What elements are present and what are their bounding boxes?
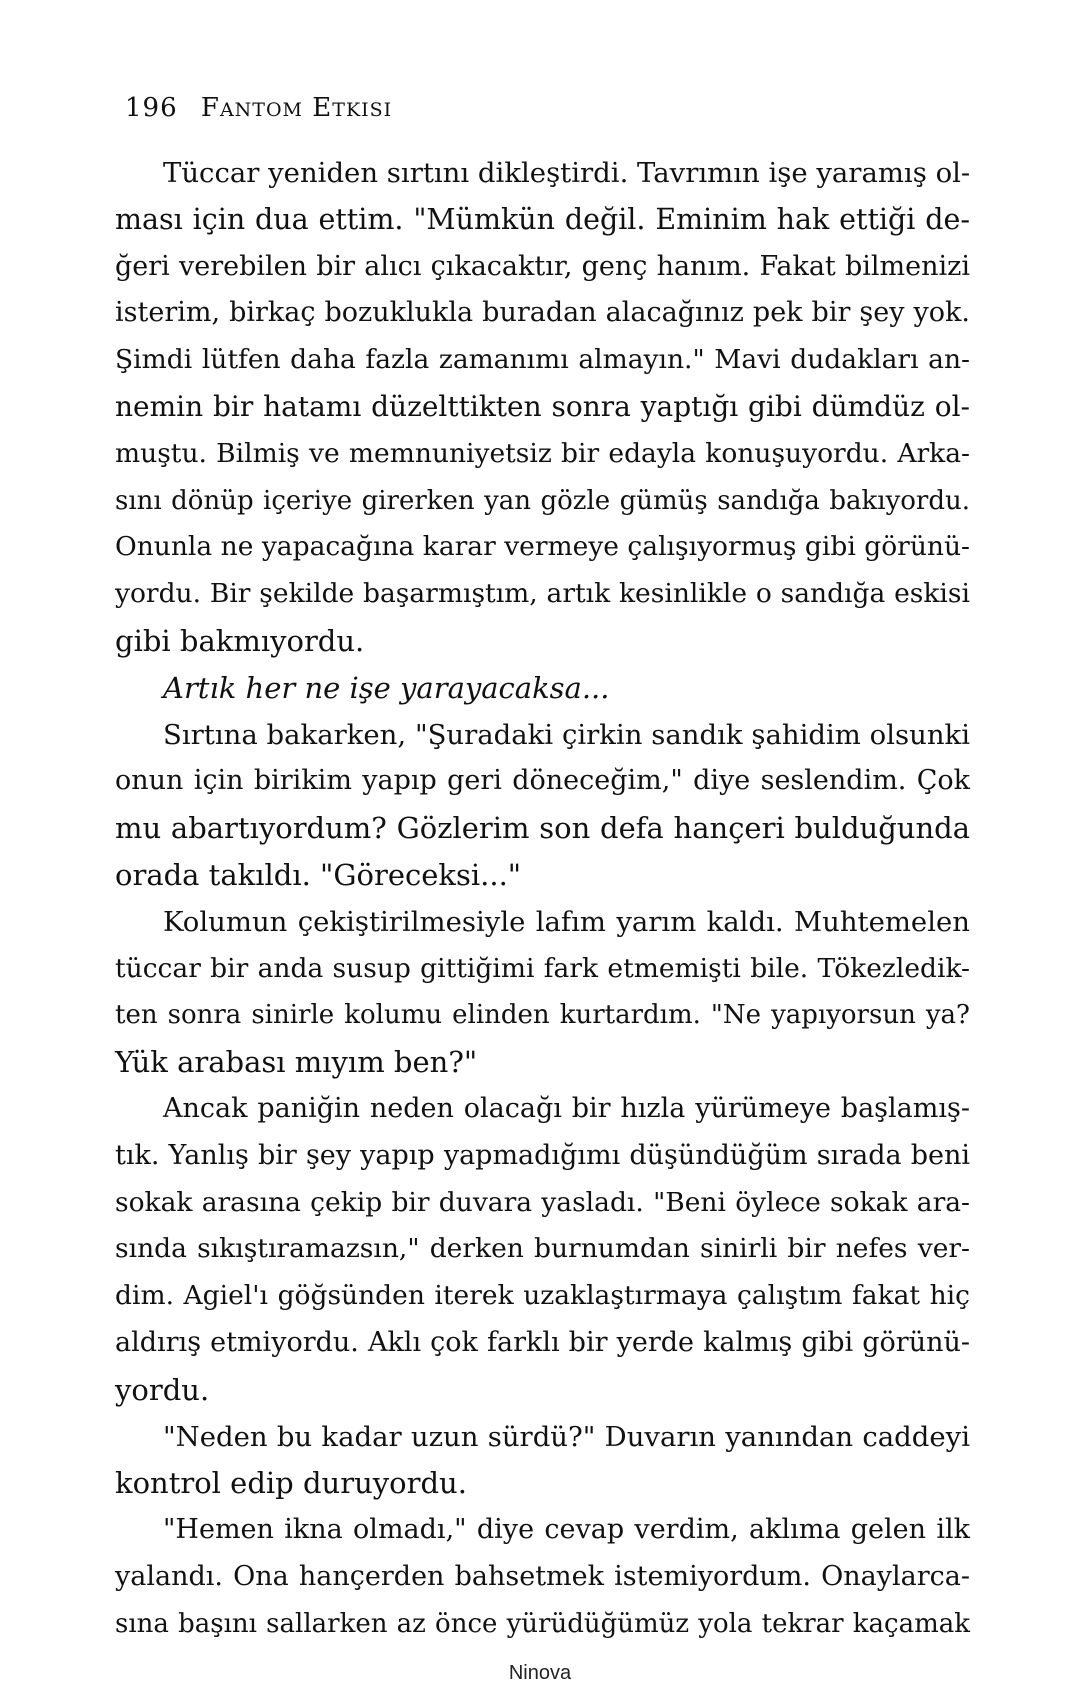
text-line: nemin bir hatamı düzelttikten sonra yaptığı gibi dümdüz ol-: [115, 389, 970, 423]
publisher-footer: Ninova: [508, 1662, 572, 1684]
text-line: Onunla ne yapacağına karar vermeye çalışıyormuş gibi görünü-: [115, 531, 970, 563]
text-line: Ancak paniğin neden olacağı bir hızla yürümeye başlamış-: [163, 1092, 970, 1124]
text-line: "Neden bu kadar uzun sürdü?" Duvarın yanından caddeyi: [163, 1420, 970, 1453]
text-line: onun için birikim yapıp geri döneceğim," diye seslendim. Çok: [115, 765, 970, 797]
title-initial-2: E: [312, 93, 333, 123]
text-line: Kolumun çekiştirilmesiyle lafım yarım kaldı. Muhtemelen: [163, 905, 970, 938]
text-line: muştu. Bilmiş ve memnuniyetsiz bir edayla konuşuyordu. Arka-: [115, 437, 970, 469]
text-line: gibi bakmıyordu.: [115, 623, 365, 658]
body-text: [115, 150, 970, 1648]
text-line: Şimdi lütfen daha fazla zamanımı almayın." Mavi dudakları an-: [115, 344, 970, 376]
text-line: ğeri verebilen bir alıcı çıkacaktır, genç hanım. Fakat bilmenizi: [115, 250, 970, 282]
text-line: yordu.: [115, 1372, 210, 1407]
text-line: Yük arabası mıyım ben?": [115, 1045, 478, 1080]
text-line: yordu. Bir şekilde başarmıştım, artık kesinlikle o sandığa eskisi: [115, 578, 970, 610]
text-line: ması için dua ettim. "Mümkün değil. Eminim hak ettiği de-: [115, 202, 970, 236]
text-line: Sırtına bakarken, "Şuradaki çirkin sandık şahidim olsunki: [163, 718, 970, 751]
book-title: [201, 93, 392, 123]
text-line: sokak arasına çekip bir duvara yasladı. "Beni öylece sokak ara-: [115, 1186, 970, 1218]
title-initial-1: F: [200, 93, 220, 123]
text-line: isterim, birkaç bozuklukla buradan alacağınız pek bir şey yok.: [115, 297, 970, 329]
italic-thought-line: Artık her ne işe yarayacaksa...: [163, 670, 610, 705]
page-number: 196: [125, 93, 178, 123]
text-line: kontrol edip duruyordu.: [115, 1466, 467, 1501]
text-line: dim. Agiel'ı göğsünden iterek uzaklaştırmaya çalıştım fakat hiç: [115, 1280, 970, 1312]
text-line: mu abartıyordum? Gözlerim son defa hançeri bulduğunda: [115, 811, 970, 846]
text-line: sını dönüp içeriye girerken yan gözle gümüş sandığa bakıyordu.: [115, 485, 970, 516]
text-line: tüccar bir anda susup gittiğimi fark etmemişti bile. Tökezledik-: [115, 952, 970, 984]
running-header: [125, 93, 392, 123]
text-line: sına başını sallarken az önce yürüdüğümüz yola tekrar kaçamak: [115, 1608, 970, 1639]
text-line: aldırış etmiyordu. Aklı çok farklı bir yerde kalmış gibi görünü-: [115, 1326, 970, 1358]
text-line: ten sonra sinirle kolumu elinden kurtardım. "Ne yapıyorsun ya?: [115, 1000, 970, 1031]
text-line: Tüccar yeniden sırtını dikleştirdi. Tavrımın işe yaramış ol-: [163, 157, 971, 189]
text-line: tık. Yanlış bir şey yapıp yapmadığımı düşündüğüm sırada beni: [115, 1139, 970, 1171]
text-line: sında sıkıştıramazsın," derken burnumdan sinirli bir nefes ver-: [115, 1233, 970, 1265]
text-line: "Hemen ikna olmadı," diye cevap verdim, aklıma gelen ilk: [163, 1514, 970, 1546]
text-line: orada takıldı. "Göreceksi...": [115, 857, 522, 892]
title-rest-2: TKISI: [332, 99, 393, 121]
text-line: yalandı. Ona hançerden bahsetmek istemiyordum. Onaylarca-: [115, 1560, 970, 1592]
title-rest-1: ANTOM: [219, 99, 304, 121]
